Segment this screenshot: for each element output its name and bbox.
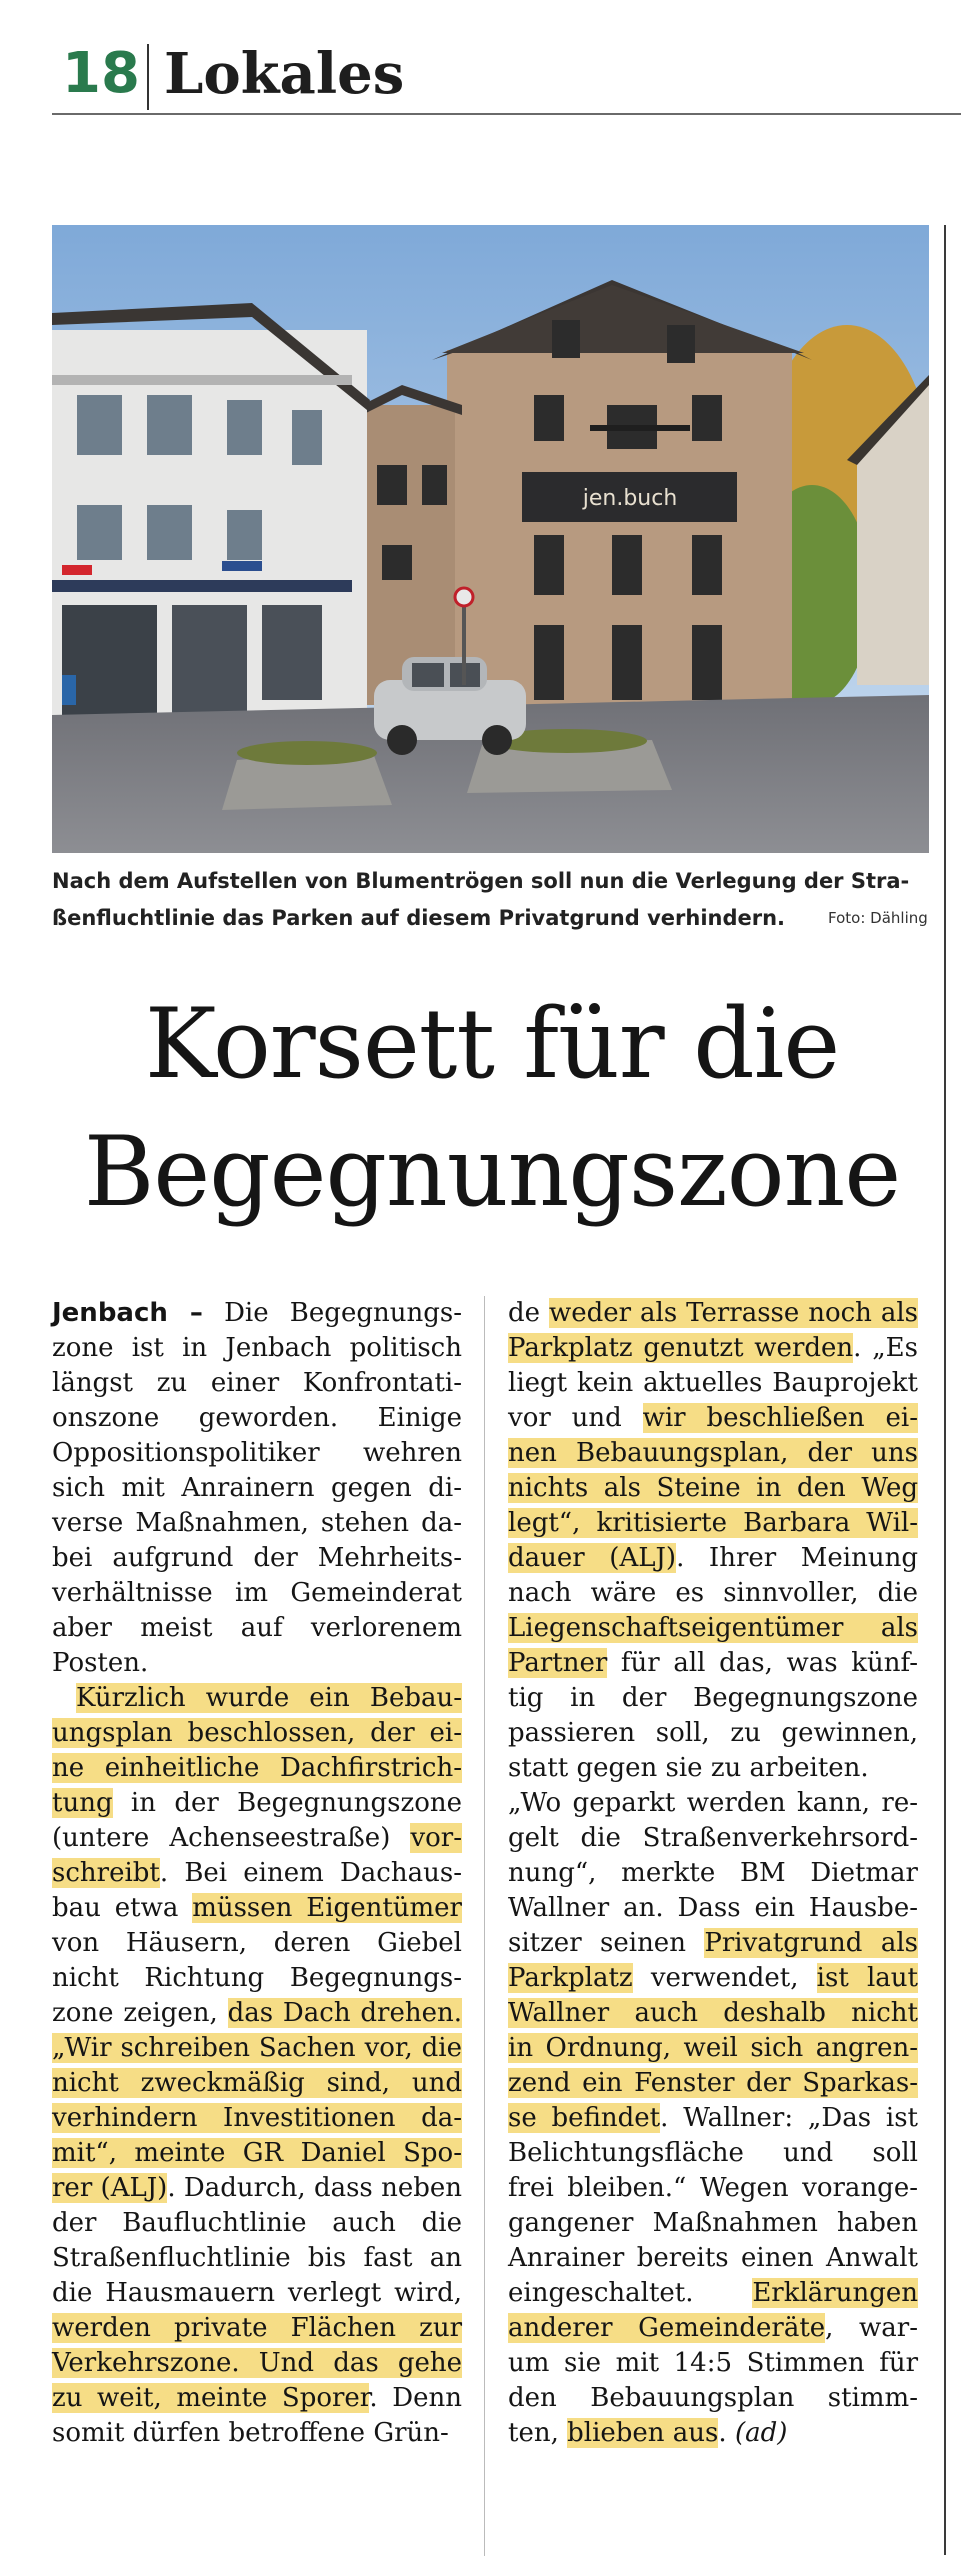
text-run: zone ist in Jenbach politisch [52, 1333, 462, 1363]
text-run: ten, [508, 2418, 568, 2448]
highlighted-text: werden private Flächen zur [52, 2313, 462, 2343]
text-run: gangener Maßnahmen haben [508, 2208, 918, 2238]
text-run: somit dürfen betroffene Grün- [52, 2418, 449, 2448]
article-line [52, 1541, 462, 1576]
article-line [52, 2066, 462, 2101]
article-line [508, 1331, 918, 1366]
text-run: zone zeigen, [52, 1998, 228, 2028]
article-line [52, 1471, 462, 1506]
article-line [52, 1961, 462, 1996]
text-run: Straßenfluchtlinie bis fast an [52, 2243, 462, 2273]
text-run: gelt die Straßenverkehrsord- [508, 1823, 918, 1853]
article-line [508, 2066, 918, 2101]
highlighted-text: Privatgrund als [704, 1928, 918, 1958]
article-line [508, 1681, 918, 1716]
page-number: 18 [62, 41, 140, 106]
text-run: Belichtungsfläche und soll [508, 2138, 918, 2168]
article-line [52, 1926, 462, 1961]
text-run: vor und [508, 1403, 643, 1433]
highlighted-text: Partner [508, 1648, 608, 1678]
article-line [508, 2276, 918, 2311]
building-photo-illustration [52, 225, 929, 853]
author-byline: (ad) [734, 2418, 788, 2448]
text-run: Die Begegnungs- [202, 1298, 462, 1328]
article-line [508, 1366, 918, 1401]
highlighted-text: tung [52, 1788, 113, 1818]
article-line [508, 2206, 918, 2241]
text-run: in der Begegnungszone [112, 1788, 462, 1818]
column-divider [484, 1296, 485, 2556]
article-line [52, 2311, 462, 2346]
header-divider [147, 44, 149, 110]
text-run: , war- [825, 2313, 918, 2343]
text-run: bei aufgrund der Mehrheits- [52, 1543, 462, 1573]
highlighted-text: ne einheitliche Dachfirstrich- [52, 1753, 462, 1783]
text-run: . [718, 2418, 735, 2448]
text-run: Oppositionspolitiker wehren [52, 1438, 462, 1468]
article-line [508, 2346, 918, 2381]
article-line [52, 1576, 462, 1611]
article-line [52, 1681, 462, 1716]
highlighted-text: Parkplatz [508, 1963, 633, 1993]
text-run: Anrainer bereits einen Anwalt [508, 2243, 918, 2273]
highlighted-text: nicht zweckmäßig sind, und [52, 2068, 462, 2098]
article-line [508, 2311, 918, 2346]
article-line [508, 1751, 918, 1786]
article-photo [52, 225, 929, 853]
highlighted-text: mit“ [52, 2138, 109, 2168]
article-line [508, 1436, 918, 1471]
text-run: nung“, merkte BM Dietmar [508, 1858, 918, 1888]
article-line [52, 2171, 462, 2206]
text-run: . Ihrer Meinung [676, 1543, 918, 1573]
article-line [508, 1471, 918, 1506]
highlighted-text: Wallner auch deshalb nicht [508, 1998, 918, 2028]
article-line [508, 1296, 918, 1331]
column-rule-right [944, 225, 946, 2555]
highlighted-text: verhindern Investitionen da- [52, 2103, 462, 2133]
highlighted-text: blieben aus [567, 2418, 719, 2448]
article-line [508, 2416, 918, 2451]
headline-line: Korsett für die [144, 988, 840, 1100]
text-run: frei bleiben.“ Wegen vorange- [508, 2173, 918, 2203]
highlighted-text: zend ein Fenster der Sparkas- [508, 2068, 918, 2098]
article-line [508, 1926, 918, 1961]
highlighted-text: Liegenschaftseigentümer als [508, 1613, 918, 1643]
article-line [508, 1611, 918, 1646]
text-run: Posten. [52, 1648, 149, 1678]
article-line [508, 1996, 918, 2031]
highlighted-text: rer (ALJ) [52, 2173, 168, 2203]
text-run: nicht Richtung Begegnungs- [52, 1963, 462, 1993]
text-run: passieren soll, zu gewinnen, [508, 1718, 918, 1748]
text-run: sich mit Anrainern gegen di- [52, 1473, 462, 1503]
page-header [52, 38, 952, 118]
article-line [52, 1401, 462, 1436]
article-line [508, 1856, 918, 1891]
article-line [508, 2031, 918, 2066]
article-line [52, 1856, 462, 1891]
text-run: . Denn [369, 2383, 462, 2413]
highlighted-text: wir beschließen ei- [642, 1403, 918, 1433]
text-run: Wallner an. Dass ein Hausbe- [508, 1893, 918, 1923]
article-line [52, 2136, 462, 2171]
highlighted-text: vor- [410, 1823, 462, 1853]
article-line [508, 1646, 918, 1681]
article-column-left [52, 1296, 462, 2451]
text-run: eingeschaltet. [508, 2278, 753, 2308]
article-line [52, 2416, 462, 2451]
highlighted-text: ist laut [816, 1963, 918, 1993]
text-run: . Dadurch, dass neben [167, 2173, 462, 2203]
article-line [52, 1891, 462, 1926]
article-line [508, 2136, 918, 2171]
article-headline [52, 980, 932, 1236]
text-run: den Bebauungsplan stimm- [508, 2383, 918, 2413]
text-run: nach wäre es sinnvoller, die [508, 1578, 918, 1608]
article-line [508, 2381, 918, 2416]
caption-line: ßenfluchtlinie das Parken auf diesem Privatgrund verhindern. [52, 906, 786, 930]
text-run: . Wallner: „Das ist [660, 2103, 918, 2133]
highlighted-text: Erklärungen [752, 2278, 918, 2308]
article-line [52, 2381, 462, 2416]
article-line [508, 1961, 918, 1996]
article-line [508, 2101, 918, 2136]
highlighted-text: Verkehrszone. Und das gehe [52, 2348, 462, 2378]
article-line [52, 1611, 462, 1646]
text-run: verwendet, [632, 1963, 817, 1993]
text-run: sitzer seinen [508, 1928, 705, 1958]
text-run: der Baufluchtlinie auch die [52, 2208, 462, 2238]
highlighted-text: nen Bebauungsplan, der uns [508, 1438, 918, 1468]
headline-line: Begegnungszone [83, 1116, 901, 1228]
highlighted-text: schreibt [52, 1858, 160, 1888]
text-run: . „Es [853, 1333, 918, 1363]
article-line [52, 1716, 462, 1751]
article-line [52, 1331, 462, 1366]
text-run: liegt kein aktuelles Bauprojekt [508, 1368, 918, 1398]
header-rule [52, 113, 961, 115]
highlighted-text: se befindet [508, 2103, 661, 2133]
dateline: Jenbach – [52, 1298, 203, 1328]
article-line [52, 1996, 462, 2031]
article-line [508, 2241, 918, 2276]
article-line [508, 1891, 918, 1926]
article-line [52, 2241, 462, 2276]
caption-line: Nach dem Aufstellen von Blumentrögen soll nun die Verlegung der Stra- [52, 869, 910, 893]
article-line [52, 1296, 462, 1331]
highlighted-text: müssen Eigentümer [192, 1893, 462, 1923]
highlighted-text: Kürzlich wurde ein Bebau- [76, 1683, 462, 1713]
text-run: verhältnisse im Gemeinderat [52, 1578, 462, 1608]
article-line [52, 2101, 462, 2136]
highlighted-text: Parkplatz genutzt werden [508, 1333, 854, 1363]
text-run: (untere Achenseestraße) [52, 1823, 411, 1853]
highlighted-text: das Dach drehen. [227, 1998, 462, 2028]
article-line [52, 1646, 462, 1681]
text-run: verse Maßnahmen, stehen da- [52, 1508, 462, 1538]
text-run: die Hausmauern verlegt wird, [52, 2278, 462, 2308]
text-run: längst zu einer Konfrontati- [52, 1368, 462, 1398]
article-line [52, 1821, 462, 1856]
article-line [508, 1716, 918, 1751]
article-line [52, 1786, 462, 1821]
text-run: aber meist auf verlorenem [52, 1613, 462, 1643]
highlighted-text: , meinte GR Daniel Spo- [108, 2138, 462, 2168]
highlighted-text: weder als Terrasse noch als [548, 1298, 919, 1328]
highlighted-text: ungsplan beschlossen, der ei- [52, 1718, 462, 1748]
article-line [508, 1541, 918, 1576]
text-run: tig in der Begegnungszone [508, 1683, 918, 1713]
text-run: onszone geworden. Einige [52, 1403, 462, 1433]
storefront-sign: jen.buch [582, 486, 678, 511]
text-run: für all das, was künf- [607, 1648, 918, 1678]
highlighted-text: zu weit, meinte Sporer [52, 2383, 370, 2413]
text-run: statt gegen sie zu arbeiten. [508, 1753, 869, 1783]
photo-caption [52, 863, 932, 937]
highlighted-text: legt“, kritisierte Barbara Wil- [508, 1508, 918, 1538]
article-line [508, 1576, 918, 1611]
article-line [52, 2206, 462, 2241]
highlighted-text: anderer Gemeinderäte [508, 2313, 826, 2343]
article-line [52, 2276, 462, 2311]
text-run: um sie mit 14:5 Stimmen für [508, 2348, 918, 2378]
highlighted-text: dauer (ALJ) [508, 1543, 677, 1573]
article-line [52, 1751, 462, 1786]
article-line [52, 2031, 462, 2066]
article-line [508, 1821, 918, 1856]
article-line [508, 1401, 918, 1436]
photo-credit: Foto: Dähling [828, 909, 928, 927]
text-run: „Wo geparkt werden kann, re- [508, 1788, 918, 1818]
article-line [52, 1436, 462, 1471]
article-column-right [508, 1296, 918, 2451]
text-run: . Bei einem Dachaus- [159, 1858, 462, 1888]
highlighted-text: in Ordnung, weil sich angren- [508, 2033, 918, 2063]
highlighted-text: „Wir schreiben Sachen vor, die [52, 2033, 462, 2063]
article-line [508, 2171, 918, 2206]
article-line [508, 1786, 918, 1821]
article-line [52, 1366, 462, 1401]
text-run: bau etwa [52, 1893, 193, 1923]
highlighted-text: nichts als Steine in den Weg [508, 1473, 918, 1503]
article-line [508, 1506, 918, 1541]
text-run: de [508, 1298, 549, 1328]
text-run: von Häusern, deren Giebel [52, 1928, 462, 1958]
article-line [52, 2346, 462, 2381]
section-title: Lokales [164, 41, 405, 107]
article-line [52, 1506, 462, 1541]
